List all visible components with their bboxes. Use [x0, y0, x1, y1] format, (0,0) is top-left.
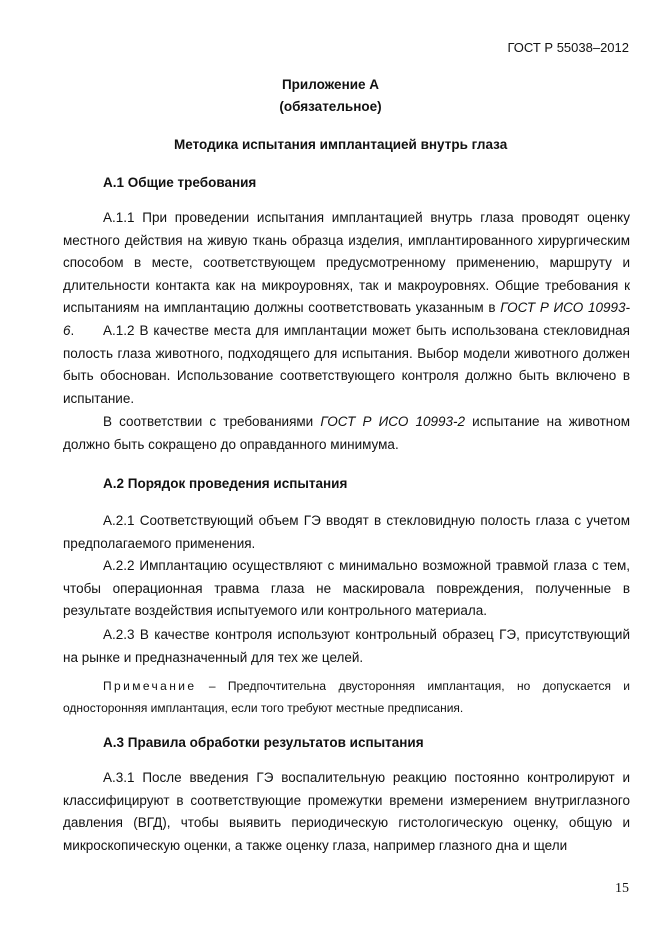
note-label: Примечание	[103, 679, 197, 693]
section-a2-heading: А.2 Порядок проведения испытания	[103, 476, 348, 491]
paragraph-a1-1-end: .	[70, 322, 75, 338]
paragraph-a3-1: А.3.1 После введения ГЭ воспалительную реакцию постоянно контролируют и классифицируют в соответствующие промежутки времени измерением внутриглазного давления (ВГД), чтобы выявить периодическую гистологическую оценку, общую и микроскопическую оценки, а также оценку глаза, например глазного дна и щели	[63, 770, 630, 853]
document-code: ГОСТ Р 55038–2012	[507, 40, 629, 55]
paragraph-a2-1: А.2.1 Соответствующий объем ГЭ вводят в стекловидную полость глаза с учетом предполагаемого применения.	[63, 513, 630, 551]
page-number: 15	[615, 881, 629, 896]
appendix-status: (обязательное)	[279, 99, 382, 114]
standard-reference: ГОСТ Р ИСО 10993-2	[320, 414, 466, 429]
paragraph-a2-3: А.2.3 В качестве контроля используют контрольный образец ГЭ, присутствующий на рынке и предназначенный для тех же целей.	[63, 627, 630, 665]
note-text: – Предпочтительна двусторонняя имплантация, но допускается и односторонняя имплантация, если того требуют местные предписания.	[63, 679, 630, 715]
method-title: Методика испытания имплантацией внутрь глаза	[174, 137, 508, 152]
section-a3-heading: А.3 Правила обработки результатов испытания	[103, 735, 424, 750]
section-a1-heading: А.1 Общие требования	[103, 175, 257, 190]
paragraph-a2-2: А.2.2 Имплантацию осуществляют с минимально возможной травмой глаза с тем, чтобы операционная травма глаза не маскировала повреждения, полученные в результате воздействия испытуемого или контрольного материала.	[63, 558, 630, 619]
paragraph-a1-2: А.1.2 В качестве места для имплантации может быть использована стекловидная полость глаза животного, подходящего для испытания. Выбор модели животного должен быть обоснован. Использование соответствующего контроля должно быть включено в испытание.	[63, 323, 630, 406]
paragraph-a1-3-end: испытание на животном должно быть сокращено до оправданного минимума.	[63, 414, 631, 452]
note	[63, 675, 630, 719]
paragraph-a1-1-text: А.1.1 При проведении испытания имплантацией внутрь глаза проводят оценку местного действия на живую ткань образца изделия, имплантированного хирургическим способом в месте, соответствующем предусмотренному применению, маршруту и длительности контакта как на микроуровнях, так и макроуровнях. Общие требования к испытаниям на имплантацию должны соответствовать указанным в	[63, 210, 630, 316]
appendix-title: Приложение А	[281, 77, 380, 92]
paragraph-a1-3-text: В соответствии с требованиями	[103, 414, 321, 429]
paragraph-a1-3	[63, 411, 630, 456]
standard-reference: ГОСТ Р ИСО 10993-6	[63, 300, 630, 338]
